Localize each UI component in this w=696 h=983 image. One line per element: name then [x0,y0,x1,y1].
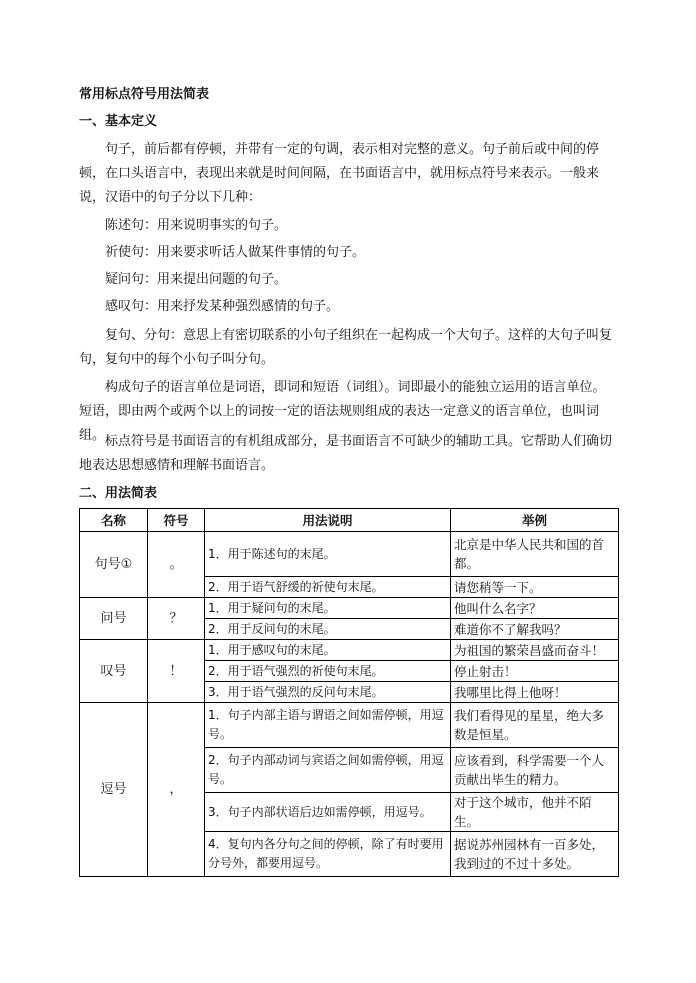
table-row [80,598,619,619]
example-cell: 停止射击！ [451,661,619,682]
sentence-type-interrogative: 疑问句：用来提出问题的句子。 [105,272,288,287]
column-header-name: 名称 [80,509,148,532]
table-row [80,532,619,577]
example-cell: 难道你不了解我吗？ [451,619,619,640]
sentence-type-imperative: 祈使句：用来要求听话人做某件事情的句子。 [105,245,366,260]
table-row [80,640,619,661]
paragraph-text: 句子，前后都有停顿，并带有一定的句调，表示相对完整的意义。句子前后或中间的停顿，在口头语言中，表现出来就是时间间隔，在书面语言中，就用标点符号来表示。一般来说，汉语中的句子分以下几种： [79,142,600,205]
punctuation-name: 叹号 [80,640,148,703]
section-heading-usage-table: 二、用法简表 [79,486,158,501]
example-cell: 请您稍等一下。 [451,577,619,598]
usage-cell: 2．用于语气舒缓的祈使句末尾。 [205,577,451,598]
usage-cell: 3．句子内部状语后边如需停顿，用逗号。 [205,793,451,832]
column-header-usage: 用法说明 [205,509,451,532]
usage-cell: 1．句子内部主语与谓语之间如需停顿，用逗号。 [205,703,451,748]
punctuation-name: 问号 [80,598,148,640]
usage-cell: 2．用于语气强烈的祈使句末尾。 [205,661,451,682]
usage-cell: 1．用于疑问句的末尾。 [205,598,451,619]
example-cell: 为祖国的繁荣昌盛而奋斗！ [451,640,619,661]
punctuation-name: 逗号 [80,703,148,877]
punctuation-mark: ， [148,703,205,877]
example-cell: 我哪里比得上他呀！ [451,682,619,703]
paragraph-text: 标点符号是书面语言的有机组成部分，是书面语言不可缺少的辅助工具。它帮助人们确切地表达思想感情和理解书面语言。 [79,434,613,473]
usage-cell: 2．用于反问句的末尾。 [205,619,451,640]
example-cell: 他叫什么名字？ [451,598,619,619]
example-cell: 北京是中华人民共和国的首都。 [451,532,619,577]
punctuation-mark: ！ [148,640,205,703]
document-title: 常用标点符号用法简表 [79,87,210,102]
paragraph-complex-sentence [79,324,617,372]
usage-cell: 3．用于语气强烈的反问句末尾。 [205,682,451,703]
usage-cell: 4．复句内各分句之间的停顿，除了有时要用分号外，都要用逗号。 [205,832,451,877]
example-cell: 对于这个城市，他并不陌生。 [451,793,619,832]
punctuation-usage-table [79,508,619,877]
column-header-example: 举例 [451,509,619,532]
example-cell: 我们看得见的星星，绝大多数是恒星。 [451,703,619,748]
usage-cell: 2．句子内部动词与宾语之间如需停顿，用逗号。 [205,748,451,793]
punctuation-name: 句号① [80,532,148,598]
usage-cell: 1．用于感叹句的末尾。 [205,640,451,661]
example-cell: 应该看到，科学需要一个人贡献出毕生的精力。 [451,748,619,793]
example-cell: 据说苏州园林有一百多处，我到过的不过十多处。 [451,832,619,877]
column-header-mark: 符号 [148,509,205,532]
section-heading-basic-definitions: 一、基本定义 [79,114,158,129]
sentence-types-list [79,212,617,320]
sentence-type-exclamatory: 感叹句：用来抒发某种强烈感情的句子。 [105,299,340,314]
sentence-type-declarative: 陈述句：用来说明事实的句子。 [105,218,288,233]
paragraph-punctuation [79,430,617,478]
paragraph-text: 构成句子的语言单位是词语，即词和短语（词组）。词即最小的能独立运用的语言单位。短语，即由两个或两个以上的词按一定的语法规则组成的表达一定意义的语言单位，也叫词组。 [79,380,606,443]
table-header-row [80,509,619,532]
usage-cell: 1．用于陈述句的末尾。 [205,532,451,577]
punctuation-mark: 。 [148,532,205,598]
punctuation-mark: ？ [148,598,205,640]
paragraph-sentence-definition [79,138,617,210]
paragraph-text: 复句、分句：意思上有密切联系的小句子组织在一起构成一个大句子。这样的大句子叫复句，复句中的每个小句子叫分句。 [79,328,613,367]
table-row [80,703,619,748]
